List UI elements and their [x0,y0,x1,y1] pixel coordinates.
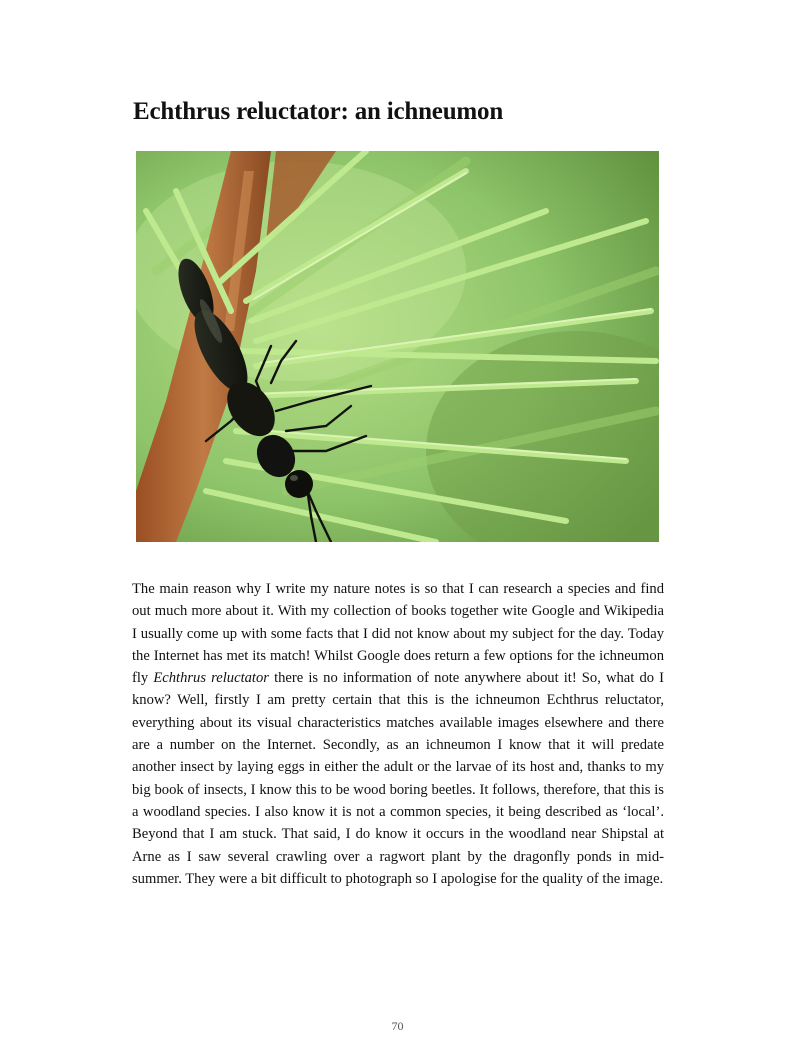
article-body [132,578,664,890]
species-name-italic: Echthrus reluctator [153,670,269,687]
page-number: 70 [391,1019,404,1033]
page-title: Echthrus reluctator: an ichneumon [133,98,504,125]
ichneumon-photo [136,151,659,542]
body-text-part-2: there is no information of note anywhere about it! So, what do I know? Well, firstly I am pretty certain that this is the ichneumon Echthrus reluctator, everything about its visual characteristics matches available images elsewhere and there are a number on the Internet. Secondly, as an ichneumon I know that it will predate another insect by laying eggs in either the adult or the larvae of its host and, thanks to my big book of insects, I know this to be wood boring beetles. It follows, therefore, that this is a woodland species. I also know it is not a common species, it being described as ‘local’. Beyond that I am stuck. That said, I do know it occurs in the woodland near Shipstal at Arne as I saw several crawling over a ragwort plant by the dragonfly ponds in mid-summer. They were a bit difficult to photograph so I apologise for the quality of the image. [132,670,665,887]
body-text-part-1: The main reason why I write my nature notes is so that I can research a species and find out much more about it. With my collection of books together wite Google and Wikipedia I usually come up with some facts that I did not know about my subject for the day. Today the Internet has met its match! Whilst Google does return a few options for the ichneumon fly [132,581,664,687]
